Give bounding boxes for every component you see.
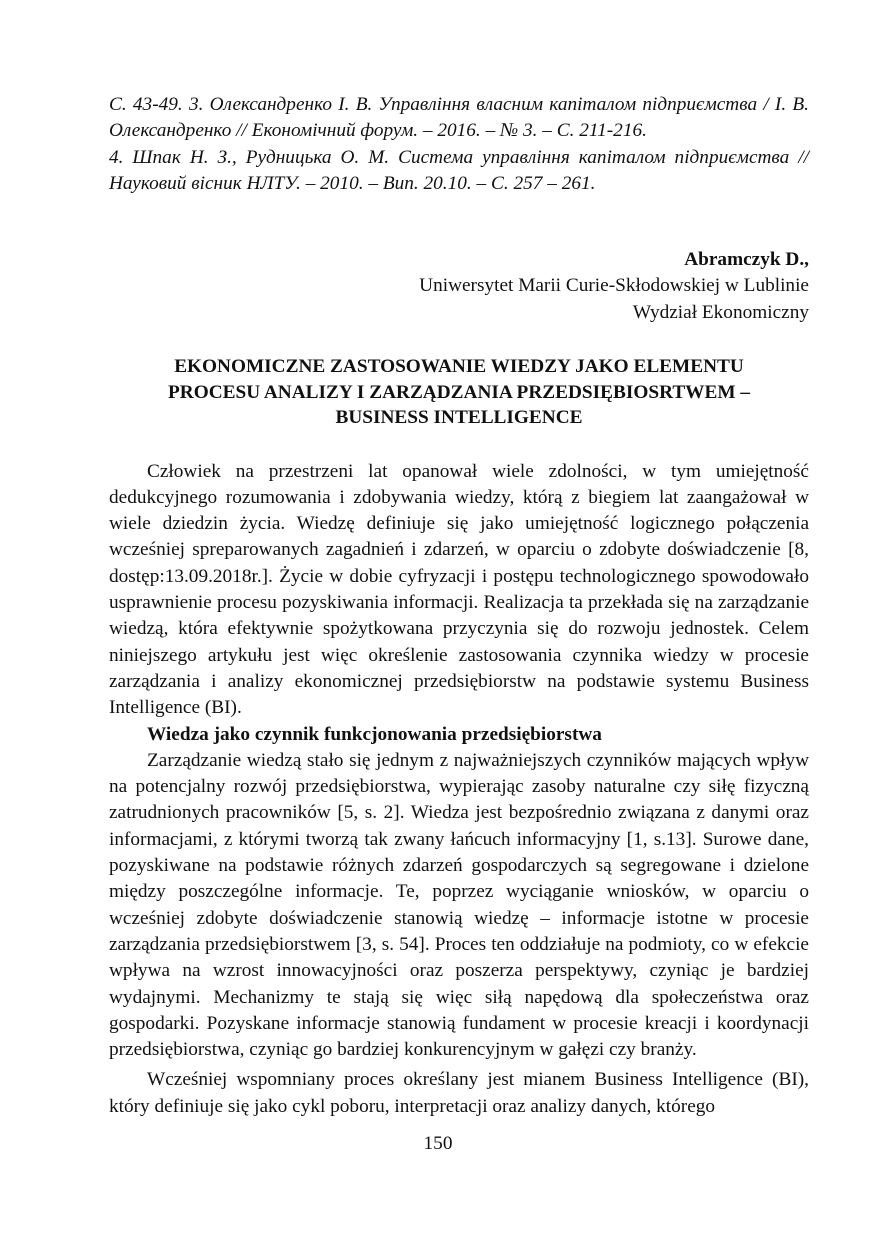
section-heading: Wiedza jako czynnik funkcjonowania przedsiębiorstwa <box>147 723 602 745</box>
article-body <box>109 459 809 1120</box>
reference-item: С. 43-49. 3. Олександренко І. В. Управління власним капіталом підприємства / І. В. Олександренко // Економічний форум. – 2016. – № 3. – С. 211-216. <box>109 94 809 142</box>
document-page <box>109 92 809 1120</box>
references-block <box>109 92 809 197</box>
title-line: PROCESU ANALIZY I ZARZĄDZANIA PRZEDSIĘBIOSRTWEM – <box>168 381 750 403</box>
title-line: EKONOMICZNE ZASTOSOWANIE WIEDZY JAKO ELEMENTU <box>174 356 744 378</box>
body-paragraph: Zarządzanie wiedzą stało się jednym z najważniejszych czynników mających wpływ na potencjalny rozwój przedsiębiorstwa, wypierając zasoby naturalne czy siłę fizyczną zatrudnionych pracowników [5, s. 2]. Wiedza jest bezpośrednio związana z danymi oraz informacjami, z którymi tworzą tak zwany łańcuch informacyjny [1, s.13]. Surowe dane, pozyskiwane na podstawie różnych zdarzeń gospodarczych są segregowane i dzielone między poszczególne informacje. Te, poprzez wyciąganie wniosków, w oparciu o wcześniej zdobyte doświadczenie stanowią wiedzę – informacje istotne w procesie zarządzania przedsiębiorstwem [3, s. 54]. Proces ten oddziałuje na podmioty, co w efekcie wpływa na wzrost innowacyjności oraz poszerza perspektywy, czyniąc je bardziej wydajnymi. Mechanizmy te stają się więc siłą napędową dla społeczeństwa oraz gospodarki. Pozyskane informacje stanowią fundament w procesie kreacji i koordynacji przedsiębiorstwa, czyniąc go bardziej konkurencyjnym w gałęzi czy branży. <box>109 749 809 1061</box>
author-university: Uniwersytet Marii Curie-Skłodowskiej w Lublinie <box>419 275 809 297</box>
body-paragraph: Wcześniej wspomniany proces określany jest mianem Business Intelligence (BI), który definiuje się jako cykl poboru, interpretacji oraz analizy danych, którego <box>109 1069 809 1117</box>
intro-paragraph: Człowiek na przestrzeni lat opanował wiele zdolności, w tym umiejętność dedukcyjnego rozumowania i zdobywania wiedzy, którą z biegiem lat zaangażował w wiele dziedzin życia. Wiedzę definiuje się jako umiejętność logicznego połączenia wcześniej spreparowanych zagadnień i zdarzeń, w oparciu o zdobyte doświadczenie [8, dostęp:13.09.2018r.]. Życie w dobie cyfryzacji i postępu technologicznego spowodowało usprawnienie procesu pozyskiwania informacji. Realizacja ta przekłada się na zarządzanie wiedzą, która efektywnie spożytkowana przyczynia się do rozwoju jednostek. Celem niniejszego artykułu jest więc określenie zastosowania czynnika wiedzy w procesie zarządzania i analizy ekonomicznej przedsiębiorstw na podstawie systemu Business Intelligence (BI). <box>109 460 809 719</box>
author-faculty: Wydział Ekonomiczny <box>632 301 809 323</box>
title-line: BUSINESS INTELLIGENCE <box>335 407 583 429</box>
article-title <box>109 354 809 431</box>
author-block <box>109 247 809 326</box>
page-number: 150 <box>423 1133 453 1154</box>
reference-item: 4. Шпак Н. З., Рудницька О. М. Система управління капіталом підприємства // Науковий вісник НЛТУ. – 2010. – Вип. 20.10. – С. 257 – 261. <box>109 146 809 194</box>
author-name: Abramczyk D., <box>684 249 809 271</box>
